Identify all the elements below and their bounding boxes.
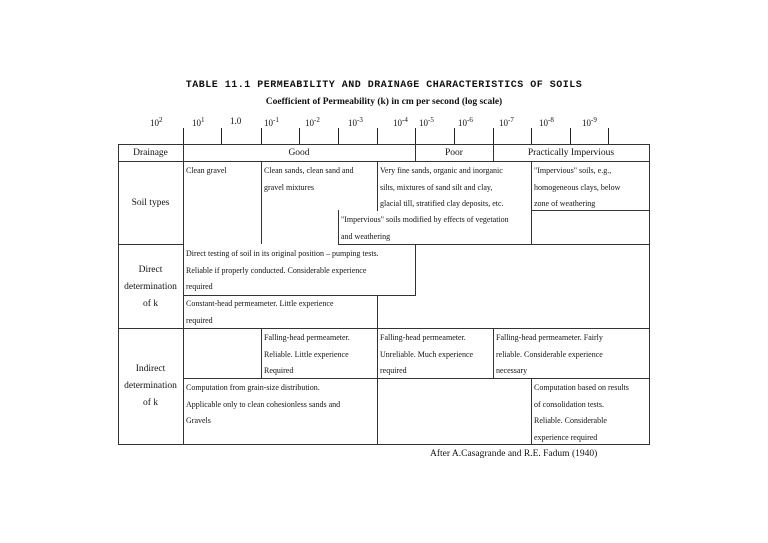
column-divider [261, 328, 262, 378]
scale-tick [531, 128, 532, 144]
soil-impervious: "Impervious" soils, e.g., homogeneous clays, below zone of weathering [534, 166, 621, 208]
indirect-consolidation: Computation based on results of consolidation tests. Reliable. Considerable experience required [534, 383, 629, 442]
soil-types-label: Soil types [131, 198, 170, 208]
column-divider [183, 144, 184, 444]
scale-label-1e2: $10^2$ [150, 116, 163, 128]
row-divider [118, 161, 650, 162]
scale-tick [493, 128, 494, 144]
scale-label-1e-5: $10^{-5}$ [419, 116, 434, 128]
drainage-impervious: Practically Impervious [527, 148, 615, 158]
column-divider [338, 210, 339, 244]
scale-tick [299, 128, 300, 144]
column-divider [377, 161, 378, 211]
scale-label-1e-9: $10^{-9}$ [582, 116, 597, 128]
table-title: TABLE 11.1 PERMEABILITY AND DRAINAGE CHARACTERISTICS OF SOILS [185, 80, 583, 91]
drainage-label: Drainage [133, 148, 168, 158]
scale-label-1e-6: $10^{-6}$ [458, 116, 473, 128]
scale-label-1e-3: $10^{-3}$ [348, 116, 363, 128]
indirect-grain-size: Computation from grain-size distribution. Applicable only to clean cohesionless sands and Gravels [186, 383, 341, 425]
soil-impervious-modified: "Impervious" soils modified by effects of vegetation and weathering [341, 215, 509, 241]
scale-tick [221, 128, 222, 144]
scale-tick [261, 128, 262, 144]
indirect-determination-label: Indirect determination of k [124, 364, 177, 408]
scale-label-1e-4: $10^{-4}$ [393, 116, 408, 128]
table-border-right [649, 144, 650, 445]
row-divider [118, 244, 183, 245]
scale-tick [377, 128, 378, 144]
scale-tick [415, 128, 416, 144]
column-divider [493, 328, 494, 378]
soil-fine-sands-silts: Very fine sands, organic and inorganic silts, mixtures of sand silt and clay, glacial till, stratified clay deposits, etc. [380, 166, 504, 208]
direct-constant-head: Constant-head permeameter. Little experience required [186, 299, 334, 325]
indirect-falling-head-unreliable: Falling-head permeameter. Unreliable. Much experience required [380, 333, 474, 375]
soil-clean-sands: Clean sands, clean sand and gravel mixtures [264, 166, 354, 192]
scale-label-1e-2: $10^{-2}$ [305, 116, 320, 128]
indirect-falling-head-reliable: Falling-head permeameter. Reliable. Little experience Required [264, 333, 350, 375]
scale-label-1e1: $10^1$ [192, 116, 205, 128]
table-subtitle: Coefficient of Permeability (k) in cm per second (log scale) [265, 97, 503, 107]
column-divider [415, 244, 416, 295]
scale-tick [454, 128, 455, 144]
drainage-good: Good [288, 148, 310, 158]
scale-tick [338, 128, 339, 144]
column-divider [377, 295, 378, 444]
scale-label-1e-8: $10^{-8}$ [539, 116, 554, 128]
column-divider [531, 378, 532, 444]
scale-tick [608, 128, 609, 144]
scale-tick [183, 128, 184, 144]
soil-clean-gravel: Clean gravel [186, 166, 227, 175]
column-divider [531, 161, 532, 244]
scale-label-1e0: 1.0 [230, 116, 242, 126]
scale-label-1e-1: $10^{-1}$ [264, 116, 279, 128]
direct-determination-label: Direct determination of k [124, 265, 177, 309]
source-credit: After A.Casagrande and R.E. Fadum (1940) [430, 449, 598, 459]
indirect-falling-head-fairly-reliable: Falling-head permeameter. Fairly reliable. Considerable experience necessary [496, 333, 603, 375]
table-border-top [118, 144, 650, 145]
direct-pumping-tests: Direct testing of soil in its original position – pumping tests. Reliable if properly conducted. Considerable experience required [186, 249, 379, 291]
scale-label-1e-7: $10^{-7}$ [499, 116, 514, 128]
column-divider [261, 161, 262, 244]
drainage-poor: Poor [445, 148, 463, 158]
scale-tick [570, 128, 571, 144]
